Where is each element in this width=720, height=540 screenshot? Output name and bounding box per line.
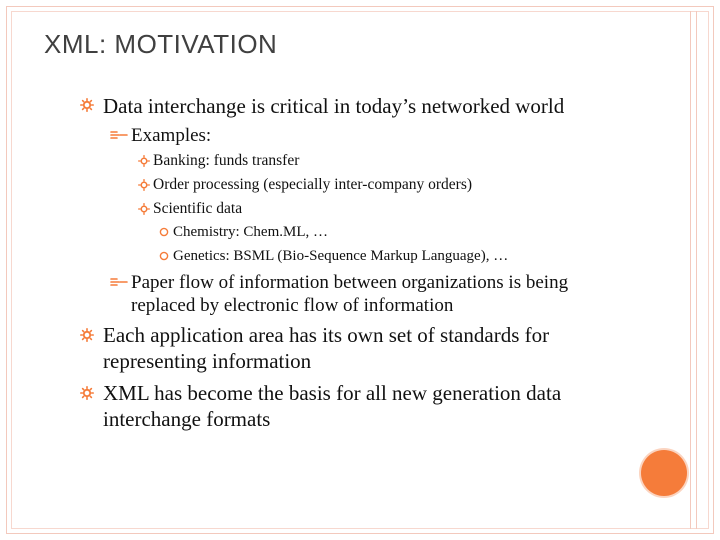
bullet-text: XML has become the basis for all new generation data — [103, 381, 562, 405]
decorative-circle — [641, 450, 687, 496]
bullet-text-continuation: replaced by electronic flow of information — [131, 295, 454, 316]
sun-bullet-icon — [80, 328, 94, 342]
bullet-text-continuation: interchange formats — [103, 407, 271, 431]
bullet-text: Chemistry: Chem.ML, … — [173, 224, 328, 240]
sun-bullet-icon — [80, 98, 94, 112]
rays-bullet-icon — [110, 130, 128, 140]
small-sun-bullet-icon — [138, 155, 150, 167]
ring-bullet-icon — [159, 227, 169, 237]
bullet-text-continuation: representing information — [103, 349, 312, 373]
bullet-text: Banking: funds transfer — [153, 152, 300, 169]
bullet-text: Genetics: BSML (Bio-Sequence Markup Language), … — [173, 248, 509, 264]
sun-bullet-icon — [80, 386, 94, 400]
small-sun-bullet-icon — [138, 179, 150, 191]
bullet-text: Scientific data — [153, 200, 243, 217]
bullet-text: Order processing (especially inter-company orders) — [153, 176, 473, 193]
bullet-text: Examples: — [131, 125, 212, 146]
bullet-text: Each application area has its own set of standards for — [103, 323, 550, 347]
small-sun-bullet-icon — [138, 203, 150, 215]
slide-title: XML: MOTIVATION — [44, 29, 278, 59]
bullet-text: Data interchange is critical in today’s networked world — [103, 94, 565, 118]
ring-bullet-icon — [159, 251, 169, 261]
bullet-text: Paper flow of information between organizations is being — [131, 272, 569, 293]
rays-bullet-icon — [110, 277, 128, 287]
